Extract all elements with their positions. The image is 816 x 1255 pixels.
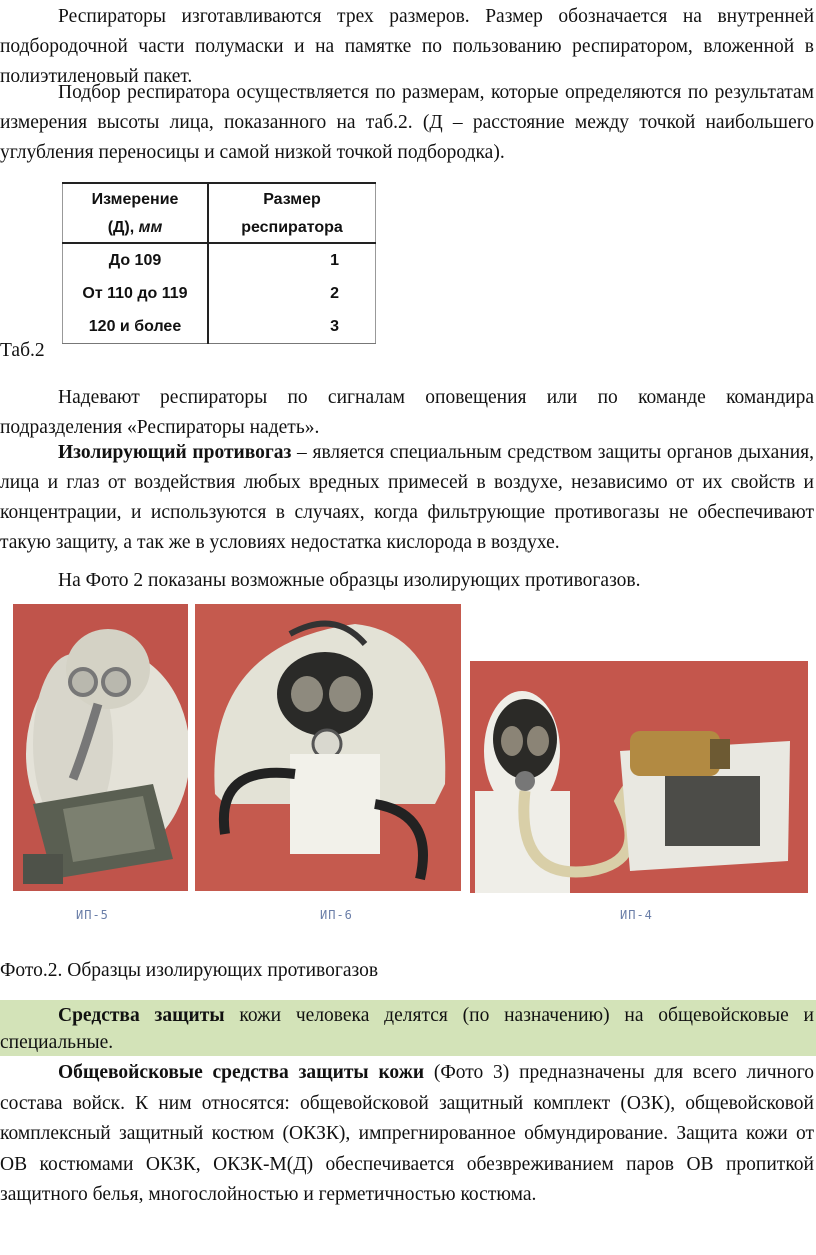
- paragraph-put-on-respirators: Надевают респираторы по сигналам оповещения или по команде командира подразделения «Респираторы надеть».: [0, 387, 814, 438]
- table-row: [63, 243, 376, 277]
- photo-label-ip5: ИП-5: [76, 908, 109, 922]
- table-caption: Таб.2: [0, 340, 45, 361]
- table-cell-measure: До 109: [63, 243, 209, 277]
- term-isolating-gas-mask: Изолирующий противогаз: [58, 442, 292, 463]
- table-row: [63, 277, 376, 310]
- paragraph-skin-protection-text: кожи человека делятся (по назначению) на общевойсковые и специальные.: [0, 1005, 814, 1053]
- gas-mask-ip4-illustration: [470, 661, 808, 893]
- term-protection-means: Средства защиты: [58, 1005, 225, 1026]
- table-cell-size: 2: [208, 277, 376, 310]
- paragraph-photo-reference: На Фото 2 показаны возможные образцы изолирующих противогазов.: [58, 570, 641, 591]
- table-row: [63, 310, 376, 344]
- paragraph-respirator-sizes: Респираторы изготавливаются трех размеров. Размер обозначается на внутренней подбородочной части полумаски и на памятке по пользованию респиратором, вложенной в полиэтиленовый пакет.: [0, 6, 814, 87]
- photo-label-ip6: ИП-6: [320, 908, 353, 922]
- paragraph-isolating-gas-mask-text: – является специальным средством защиты органов дыхания, лица и глаз от воздействия любых вредных примесей в воздухе, независимо от их свойств и концентрации, и используются в случаях, когда фильтрующие противогазы не обеспечивают такую защиту, а так же в условиях недостатка кислорода в воздухе.: [0, 442, 814, 553]
- table-header-size-line2: респиратора: [208, 214, 376, 243]
- table-cell-measure: От 110 до 119: [63, 277, 209, 310]
- table-header-row: [63, 183, 376, 214]
- paragraph-skin-protection: [0, 1002, 814, 1056]
- gas-mask-ip6-illustration: [195, 604, 461, 891]
- photo-label-ip4: ИП-4: [620, 908, 653, 922]
- table-header-row: [63, 214, 376, 243]
- table-header-measure-line2: [63, 214, 209, 243]
- table-header-measure-prefix: (Д),: [107, 219, 139, 236]
- gas-mask-ip5-illustration: [13, 604, 188, 891]
- paragraph-general-military-skin-protection-text: (Фото 3) предназначены для всего личного состава войск. К ним относятся: общевойсковой защитный комплект (ОЗК), общевойсковой комплексный защитный костюм (ОКЗК), импрегнированное обмундирование. Защита кожи от ОВ костюмами ОКЗК, ОКЗК-М(Д) обеспечивается обезвреживанием паров ОВ пропиткой защитного белья, многослойностью и герметичностью костюма.: [0, 1062, 814, 1205]
- photo-gas-mask-ip6: [195, 604, 461, 891]
- table-header-measure-unit: мм: [138, 219, 163, 236]
- table-cell-size: 3: [208, 310, 376, 344]
- table-header-size-line1: Размер: [208, 183, 376, 214]
- photo-caption: Фото.2. Образцы изолирующих противогазов: [0, 960, 379, 981]
- table-cell-size: 1: [208, 243, 376, 277]
- photo-gas-mask-ip5: [13, 604, 188, 891]
- photo-gas-mask-ip4: [470, 661, 808, 893]
- table-header-measure-line1: Измерение: [63, 183, 209, 214]
- term-general-military-skin-protection: Общевойсковые средства защиты кожи: [58, 1062, 425, 1083]
- respirator-size-table: [62, 182, 376, 344]
- paragraph-general-military-skin-protection: [0, 1058, 814, 1211]
- paragraph-respirator-selection: Подбор респиратора осуществляется по размерам, которые определяются по результатам измерения высоты лица, показанного на таб.2. (Д – расстояние между точкой наибольшего углубления переносицы и самой низкой точкой подбородка).: [0, 82, 814, 163]
- paragraph-isolating-gas-mask: [0, 438, 814, 558]
- table-cell-measure: 120 и более: [63, 310, 209, 344]
